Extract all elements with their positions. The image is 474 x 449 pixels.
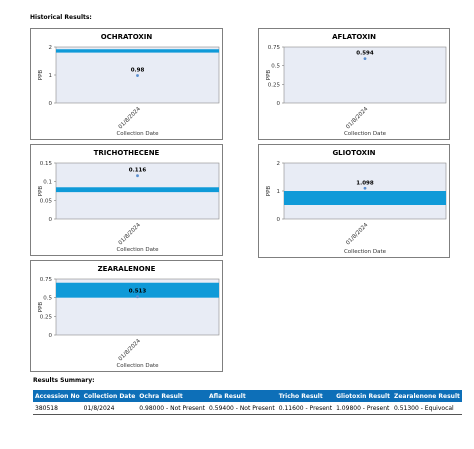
chart-panel-gliotoxin (258, 144, 450, 258)
data-label: 0.594 (356, 50, 374, 57)
data-point (136, 174, 139, 177)
chart-svg (259, 145, 449, 257)
header-gliotoxin-result: Gliotoxin Result (334, 390, 392, 402)
chart-title: TRICHOTHECENE (93, 149, 160, 157)
cell-gliotoxin-result: 1.09800 - Present (336, 404, 390, 412)
chart-svg (259, 29, 449, 139)
header-collection-date: Collection Date (82, 390, 138, 402)
x-tick-label: 01/8/2024 (117, 222, 142, 247)
header-ochra-result: Ochra Result (137, 390, 207, 402)
header-zearalenone-result: Zearalenone Result (392, 390, 462, 402)
y-axis-label: PPB (38, 69, 44, 81)
y-tick-label: 0 (48, 217, 52, 223)
y-tick-label: 0.75 (39, 277, 52, 283)
cell-collection-date: 01/8/2024 (83, 404, 115, 412)
summary-header-row (33, 390, 462, 402)
x-axis-label: Collection Date (343, 131, 387, 137)
x-tick-label: 01/8/2024 (117, 338, 142, 363)
y-tick-label: 0.5 (271, 63, 280, 70)
y-tick-label: 0.5 (43, 295, 52, 302)
data-point (364, 57, 367, 60)
results-summary-title: Results Summary: (33, 377, 95, 384)
data-point (136, 74, 139, 77)
y-tick-label: 1 (48, 73, 52, 79)
x-tick-label: 01/8/2024 (117, 106, 142, 131)
x-axis-label: Collection Date (116, 363, 159, 369)
chart-svg (31, 29, 222, 139)
cell-ochra-result: 0.98000 - Not Present (139, 404, 206, 412)
header-afla-result: Afla Result (207, 390, 277, 402)
data-label: 1.098 (356, 180, 374, 187)
header-tricho-result: Tricho Result (277, 390, 334, 402)
y-tick-label: 0.75 (267, 45, 280, 51)
data-point (136, 295, 139, 298)
x-axis-label: Collection Date (343, 249, 387, 255)
y-axis-label: PPB (38, 301, 44, 313)
y-tick-label: 2 (48, 45, 52, 51)
chart-title: GLIOTOXIN (332, 149, 376, 157)
data-label: 0.513 (128, 288, 147, 295)
y-tick-label: 0.25 (267, 82, 280, 89)
cell-zearalenone-result: 0.51300 - Equivocal (393, 404, 454, 412)
y-tick-label: 0 (276, 217, 280, 223)
reference-band (56, 187, 219, 192)
y-tick-label: 0.1 (43, 179, 52, 186)
header-accession-no: Accession No (33, 390, 82, 402)
chart-panel-ochratoxin (30, 28, 223, 140)
historical-results-title: Historical Results: (30, 14, 92, 21)
chart-panel-aflatoxin (258, 28, 450, 140)
data-label: 0.98 (130, 67, 145, 74)
y-axis-label: PPB (266, 185, 272, 197)
chart-svg (31, 261, 222, 371)
y-axis-label: PPB (266, 69, 272, 81)
cell-afla-result: 0.59400 - Not Present (209, 404, 275, 412)
cell-accession-no: 380518 (35, 404, 58, 412)
chart-svg (31, 145, 222, 255)
reference-band (56, 49, 219, 52)
data-label: 0.116 (128, 167, 147, 174)
chart-title: OCHRATOXIN (100, 33, 153, 41)
y-tick-label: 0 (48, 333, 52, 339)
y-tick-label: 0.05 (39, 198, 52, 205)
y-tick-label: 0.25 (39, 314, 52, 321)
table-row (33, 402, 462, 415)
x-tick-label: 01/8/2024 (345, 106, 370, 131)
y-tick-label: 0.15 (39, 161, 52, 167)
cell-tricho-result: 0.11600 - Present (278, 404, 333, 412)
chart-panel-zearalenone (30, 260, 223, 372)
chart-title: ZEARALENONE (97, 265, 156, 273)
y-axis-label: PPB (38, 185, 44, 197)
y-tick-label: 0 (276, 101, 280, 107)
reference-band (284, 191, 446, 205)
results-summary-table (33, 390, 462, 415)
x-axis-label: Collection Date (116, 131, 159, 137)
y-tick-label: 2 (276, 161, 280, 167)
data-point (364, 187, 367, 190)
chart-panel-trichothecene (30, 144, 223, 256)
y-tick-label: 0 (48, 101, 52, 107)
x-axis-label: Collection Date (116, 247, 159, 253)
y-tick-label: 1 (276, 189, 280, 195)
x-tick-label: 01/8/2024 (345, 222, 370, 247)
chart-title: AFLATOXIN (332, 33, 376, 41)
